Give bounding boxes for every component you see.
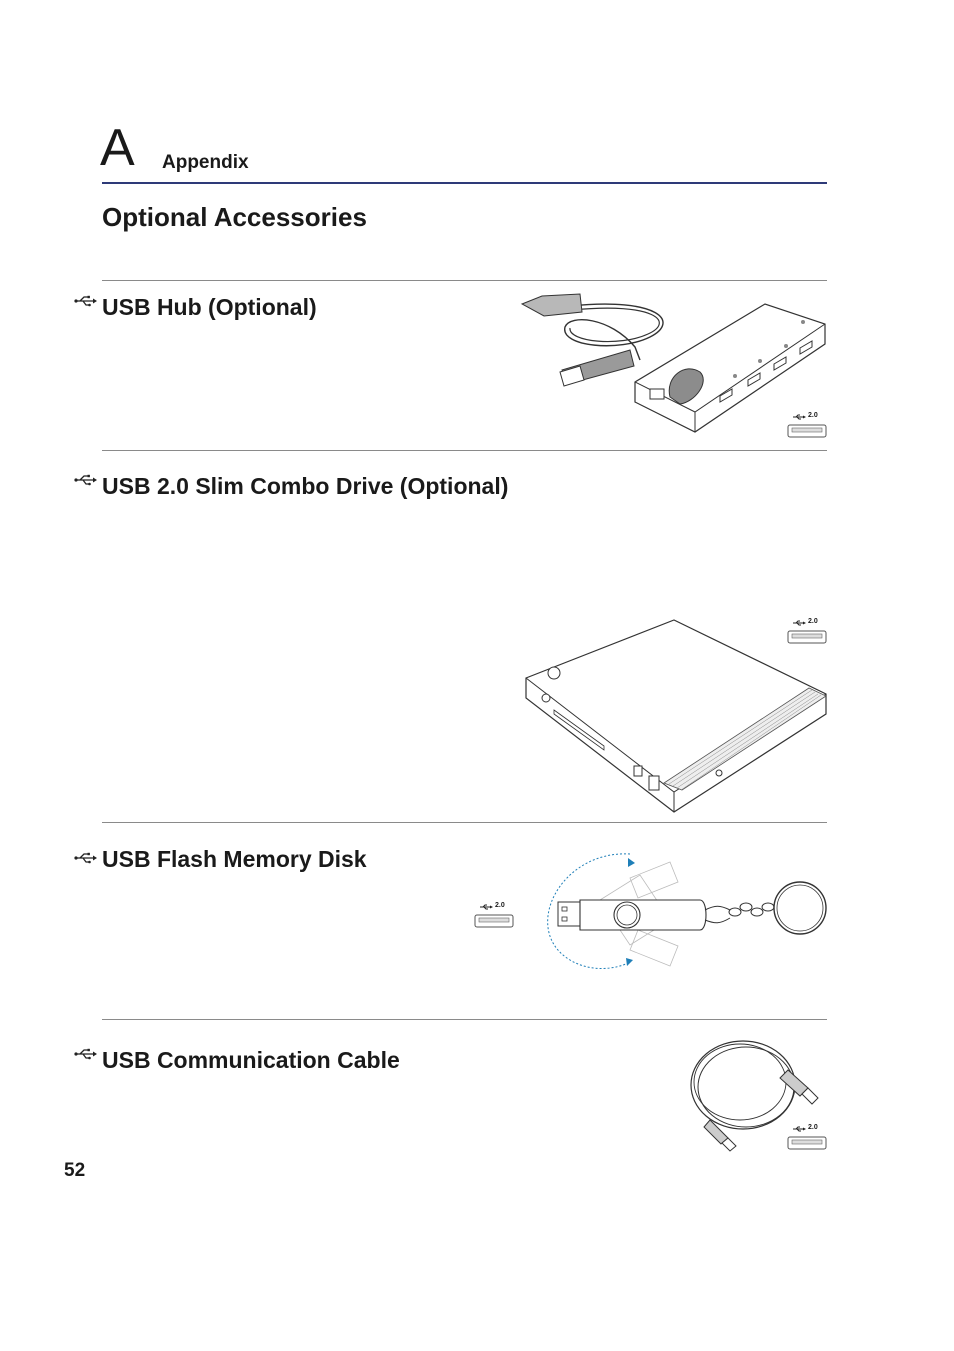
usb-hub-illustration: [520, 292, 830, 440]
section-title-usb-hub: USB Hub (Optional): [102, 294, 317, 320]
section-title-flash-memory-disk: USB Flash Memory Disk: [102, 846, 367, 872]
usb-2-badge-icon: [474, 902, 514, 930]
usb-icon: [74, 474, 98, 486]
section-title-communication-cable: USB Communication Cable: [102, 1047, 400, 1073]
section-title-slim-combo-drive: USB 2.0 Slim Combo Drive (Optional): [102, 473, 509, 499]
usb-2-badge-label: 2.0: [808, 1124, 818, 1131]
usb-2-badge-icon: [787, 412, 827, 440]
usb-icon: [74, 295, 98, 307]
chapter-divider: [102, 182, 827, 184]
chapter-name: Appendix: [162, 152, 249, 173]
usb-2-badge-label: 2.0: [808, 618, 818, 625]
chapter-letter: A: [100, 119, 135, 177]
usb-2-badge-label: 2.0: [495, 902, 505, 909]
section-divider: [102, 450, 827, 451]
page-number: 52: [64, 1160, 86, 1181]
page-title: Optional Accessories: [102, 202, 367, 232]
section-divider: [102, 822, 827, 823]
section-divider: [102, 1019, 827, 1020]
usb-2-badge-icon: [787, 1124, 827, 1152]
section-divider: [102, 280, 827, 281]
usb-icon: [74, 1048, 98, 1060]
combo-drive-illustration: [524, 618, 829, 814]
usb-2-badge-icon: [787, 618, 827, 646]
usb-2-badge-label: 2.0: [808, 412, 818, 419]
usb-icon: [74, 852, 98, 864]
flash-disk-illustration: [530, 850, 830, 975]
